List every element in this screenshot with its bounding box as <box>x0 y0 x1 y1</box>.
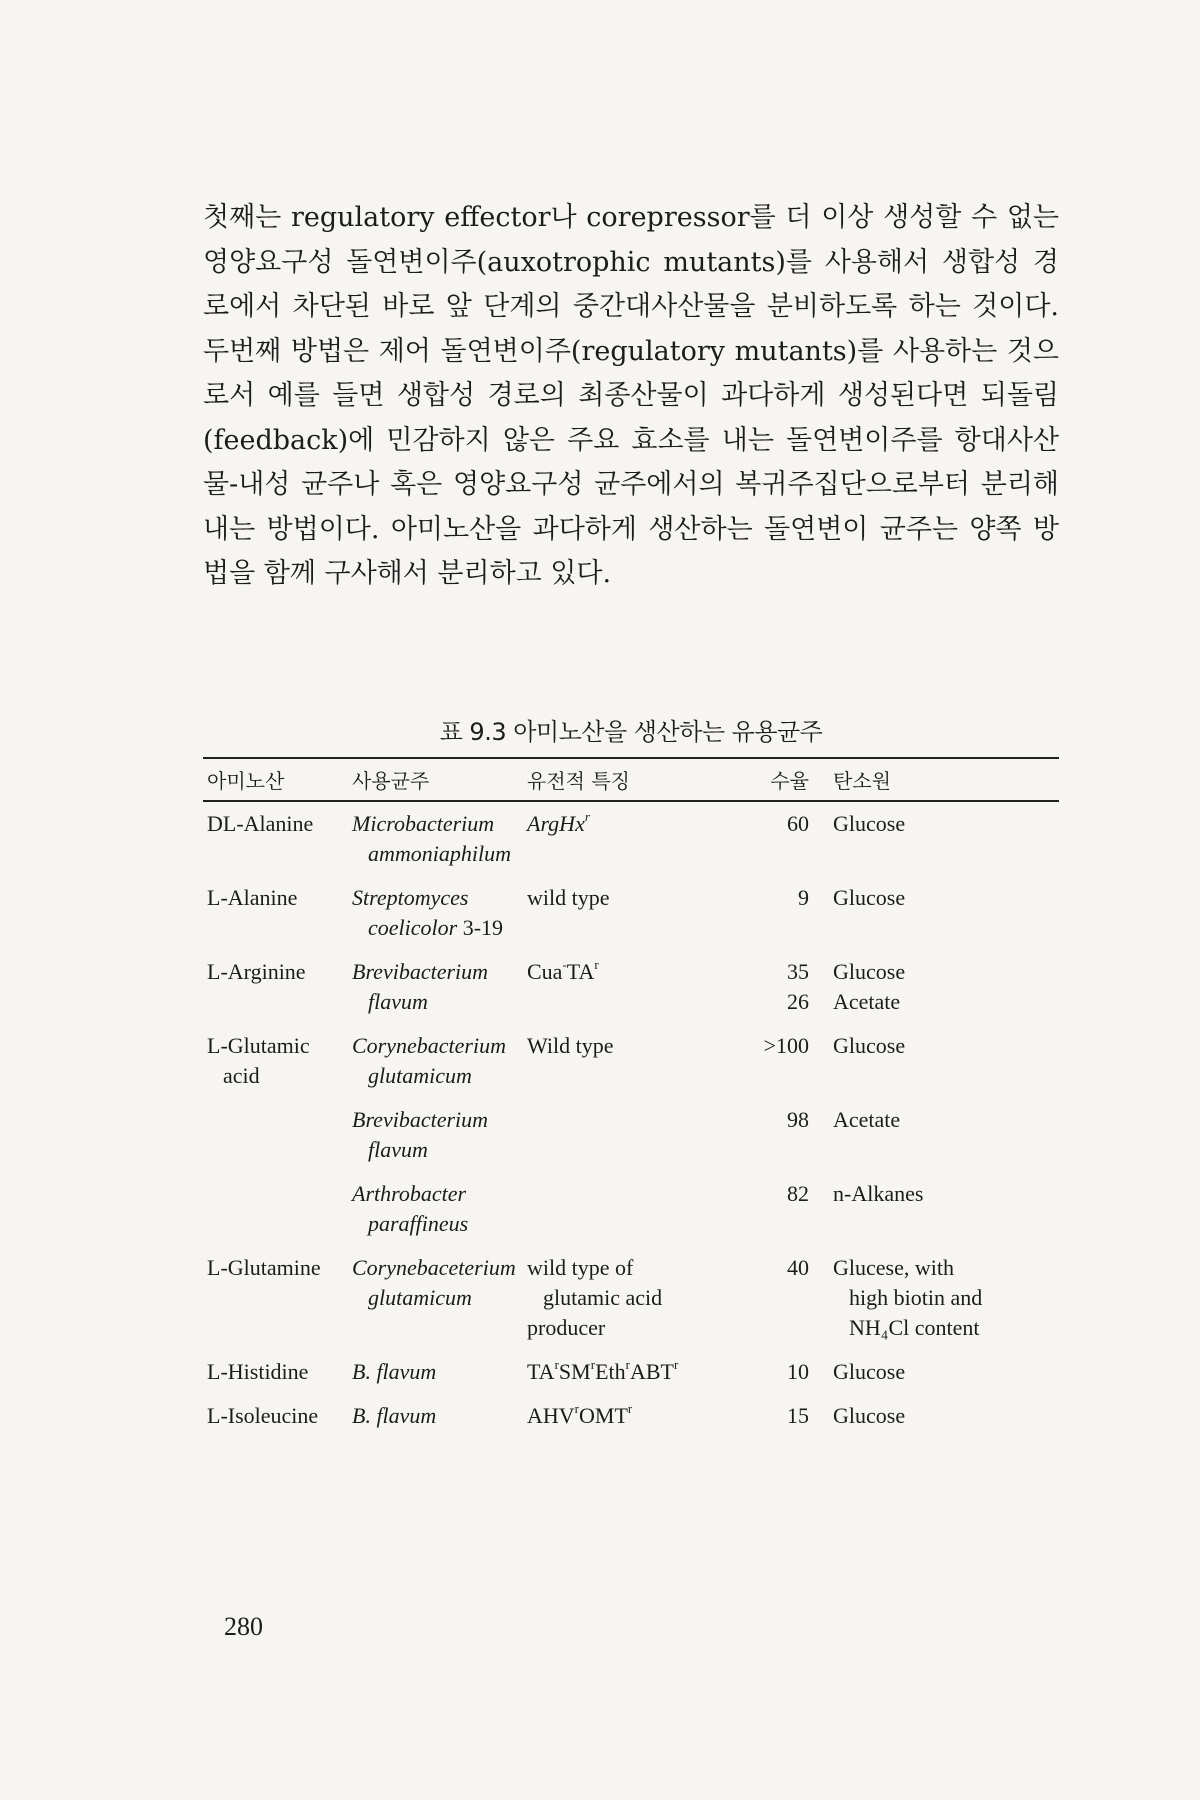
cell-yield: 98 <box>787 1107 809 1132</box>
cell-amino-acid <box>203 1098 348 1172</box>
table-row <box>203 1172 1059 1246</box>
cell-genetic-trait: AHV$^r$OMT$^r$ <box>527 1401 633 1428</box>
cell-amino-acid: L-Isoleucine <box>207 1403 319 1428</box>
cell-genetic-trait: $Cua^-TA^r$ <box>527 957 599 984</box>
cell-carbon-source: Glucose <box>833 1033 906 1058</box>
cell-carbon-source: Glucose Acetate <box>833 959 906 1014</box>
table-row <box>203 1098 1059 1172</box>
cell-amino-acid: L-Alanine <box>207 885 298 910</box>
table-row <box>203 1024 1059 1098</box>
cell-carbon-source: Glucese, with high biotin and NH₄Cl content <box>833 1255 983 1340</box>
cell-yield: 15 <box>787 1403 809 1428</box>
cell-organism: Arthrobacter paraffineus <box>352 1181 469 1236</box>
cell-organism: Corynebacterium glutamicum <box>352 1033 506 1088</box>
cell-organism: Microbacterium ammoniaphilum <box>352 811 511 866</box>
table-row <box>203 1246 1059 1350</box>
cell-genetic-trait <box>523 1172 713 1246</box>
page-number: 280 <box>224 1612 263 1641</box>
table-header-row <box>203 758 1059 801</box>
cell-genetic-trait: Wild type <box>527 1033 614 1058</box>
cell-carbon-source: n-Alkanes <box>833 1181 924 1206</box>
cell-organism: Streptomyces coelicolor 3-19 <box>352 885 504 940</box>
cell-organism: B. flavum <box>352 1359 437 1384</box>
cell-yield: 35 26 <box>787 959 809 1014</box>
cell-genetic-trait: $TA^rSM^rEth^rABT^r$ <box>527 1357 679 1384</box>
cell-organism: B. flavum <box>352 1403 437 1428</box>
cell-yield: 60 <box>787 811 809 836</box>
cell-yield: 10 <box>787 1359 809 1384</box>
cell-genetic-trait: ArgHx$^r$ <box>527 809 590 836</box>
cell-yield: 82 <box>787 1181 809 1206</box>
cell-yield: >100 <box>763 1033 809 1058</box>
cell-carbon-source: Acetate <box>833 1107 901 1132</box>
cell-organism: Brevibacterium flavum <box>352 959 489 1014</box>
header-yield: 수율 <box>713 758 829 801</box>
header-amino-acid: 아미노산 <box>203 758 348 801</box>
cell-carbon-source: Glucose <box>833 1359 906 1384</box>
cell-carbon-source: Glucose <box>833 885 906 910</box>
amino-acid-table <box>203 757 1059 1438</box>
cell-amino-acid: L-Arginine <box>207 959 306 984</box>
table-row <box>203 950 1059 1024</box>
header-carbon-source: 탄소원 <box>829 758 1059 801</box>
cell-carbon-source: Glucose <box>833 1403 906 1428</box>
cell-carbon-source: Glucose <box>833 811 906 836</box>
cell-amino-acid <box>203 1172 348 1246</box>
cell-organism: Corynebaceterium glutamicum <box>352 1255 516 1310</box>
cell-organism: Brevibacterium flavum <box>352 1107 489 1162</box>
cell-amino-acid: L-Histidine <box>207 1359 309 1384</box>
cell-amino-acid: L-Glutamic acid <box>207 1033 310 1088</box>
cell-genetic-trait: wild type <box>527 885 610 910</box>
table-caption: 표 9.3 아미노산을 생산하는 유용균주 <box>439 718 823 746</box>
header-organism: 사용균주 <box>348 758 523 801</box>
cell-genetic-trait <box>523 1098 713 1172</box>
cell-amino-acid: L-Glutamine <box>207 1255 321 1280</box>
cell-genetic-trait: wild type of glutamic acid producer <box>527 1255 663 1340</box>
table-row <box>203 801 1059 876</box>
cell-yield: 9 <box>798 885 809 910</box>
table-row <box>203 1394 1059 1438</box>
header-genetic-trait: 유전적 특징 <box>523 758 713 801</box>
cell-amino-acid: DL-Alanine <box>207 811 314 836</box>
table-row <box>203 876 1059 950</box>
cell-yield: 40 <box>787 1255 809 1280</box>
table-row <box>203 1350 1059 1394</box>
body-paragraph: 첫째는 regulatory effector나 corepressor를 더 이상 생성할 수 없는 영양요구성 돌연변이주(auxotrophic mutants)를 사용해서 생합성 경로에서 차단된 바로 앞 단계의 중간대사산물을 분비하도록 하는 것이다. 두번째 방법은 제어 돌연변이주(regulatory mutants)를 사용하는 것으로서 예를 들면 생합성 경로의 최종산물이 과다하게 생성된다면 되돌림(feedback)에 민감하지 않은 주요 효소를 내는 돌연변이주를 항대사산물-내성 균주나 혹은 영양요구성 균주에서의 복귀주집단으로부터 분리해내는 방법이다. 아미노산을 과다하게 생산하는 돌연변이 균주는 양쪽 방법을 함께 구사해서 분리하고 있다. <box>203 202 1059 589</box>
